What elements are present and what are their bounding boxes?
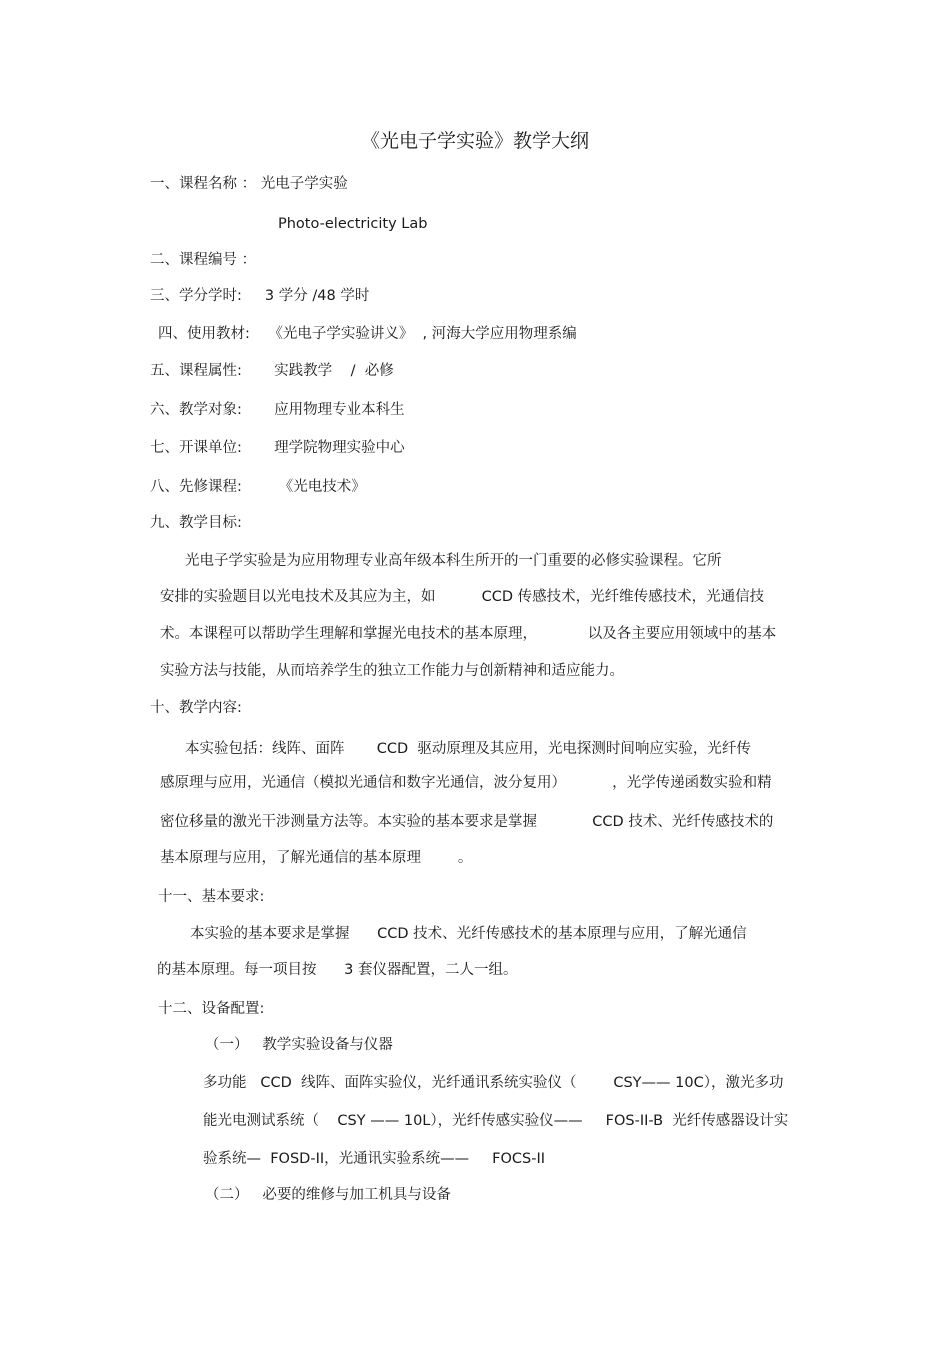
goal-line: 术。本课程可以帮助学生理解和掌握光电技术的基本原理， 以及各主要应用领域中的基本 (160, 626, 777, 642)
content-line: 基本原理与应用，了解光通信的基本原理 。 (160, 850, 473, 866)
content-heading: 十、教学内容: (150, 700, 242, 716)
goal-line: 实验方法与技能，从而培养学生的独立工作能力与创新精神和适应能力。 (160, 663, 624, 679)
requirements-heading: 十一、基本要求: (158, 889, 265, 905)
document-title: 《光电子学实验》教学大纲 (360, 130, 589, 152)
equipment-line: 多功能 CCD 线阵、面阵实验仪，光纤通讯系统实验仪（ CSY—— 10C），激光多功 (203, 1075, 784, 1091)
course-attribute: 五、课程属性: 实践教学 / 必修 (150, 363, 394, 379)
course-unit: 七、开课单位: 理学院物理实验中心 (150, 440, 405, 456)
course-credits: 三、学分学时: 3 学分 /48 学时 (150, 288, 370, 304)
course-audience: 六、教学对象: 应用物理专业本科生 (150, 402, 405, 418)
goal-line: 光电子学实验是为应用物理专业高年级本科生所开的一门重要的必修实验课程。它所 (185, 553, 722, 569)
course-name: 一、课程名称 ： 光电子学实验 (150, 176, 348, 192)
course-code: 二、课程编号 ： (150, 252, 257, 268)
equipment-sub2-heading: （二） 必要的维修与加工机具与设备 (205, 1187, 451, 1203)
content-line: 感原理与应用，光通信（模拟光通信和数字光通信，波分复用） ，光学传递函数实验和精 (160, 775, 772, 791)
requirements-line: 本实验的基本要求是掌握 CCD 技术、光纤传感技术的基本原理与应用，了解光通信 (190, 926, 747, 942)
content-line: 密位移量的激光干涉测量方法等。本实验的基本要求是掌握 CCD 技术、光纤传感技术的 (160, 814, 774, 830)
content-line: 本实验包括：线阵、面阵 CCD 驱动原理及其应用，光电探测时间响应实验，光纤传 (185, 741, 751, 757)
course-name-en: Photo-electricity Lab (278, 216, 428, 232)
equipment-line: 能光电测试系统（ CSY —— 10L），光纤传感实验仪—— FOS-II-B 光纤传感器设计实 (203, 1113, 789, 1129)
equipment-sub1-heading: （一） 教学实验设备与仪器 (205, 1037, 393, 1053)
goal-heading: 九、教学目标: (150, 515, 242, 531)
course-prereq: 八、先修课程: 《光电技术》 (150, 479, 366, 495)
equipment-line: 验系统— FOSD-II，光通讯实验系统—— FOCS-II (203, 1151, 546, 1167)
equipment-heading: 十二、设备配置: (158, 1001, 265, 1017)
course-textbook: 四、使用教材: 《光电子学实验讲义》 , 河海大学应用物理系编 (158, 326, 577, 342)
requirements-line: 的基本原理。每一项目按 3 套仪器配置，二人一组。 (157, 962, 518, 978)
goal-line: 安排的实验题目以光电技术及其应为主，如 CCD 传感技术，光纤维传感技术，光通信技 (160, 589, 765, 605)
